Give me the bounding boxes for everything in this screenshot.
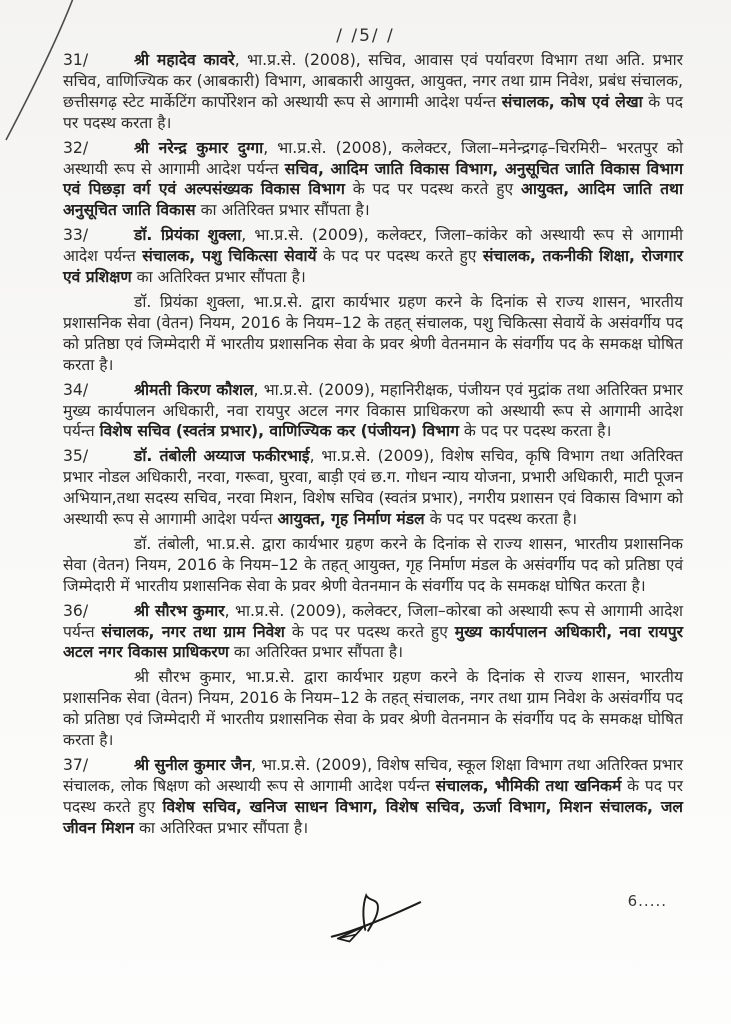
item-number: 34/ <box>63 380 89 399</box>
text-run: , भा.प्र.से. (2009), कलेक्टर, जिला–कांकेर को अस्थायी रूप से आगामी आदेश पर्यन्त <box>63 226 683 266</box>
document-body <box>63 50 683 843</box>
text-run: विशेष सचिव, खनिज साधन विभाग, विशेष सचिव, ऊर्जा विभाग, मिशन संचालक, जल जीवन मिशन <box>63 797 683 837</box>
text-run: आयुक्त, आदिम जाति तथा अनुसूचित जाति विकास <box>63 180 683 220</box>
text-run: आयुक्त, गृह निर्माण मंडल <box>277 510 425 529</box>
order-item-paragraph <box>63 601 683 664</box>
item-number: 33/ <box>63 226 89 245</box>
text-run: श्रीमती किरण कौशल <box>134 380 254 399</box>
text-run: सचिव, आदिम जाति विकास विभाग, अनुसूचित जाति विकास विभाग एवं पिछड़ा वर्ग एवं अल्पसंख्यक विकास विभाग <box>63 159 683 199</box>
text-run: डॉ. तंबोली, भा.प्र.से. द्वारा कार्यभार ग्रहण करने के दिनांक से राज्य शासन, भारतीय प्रशासनिक सेवा (वेतन) नियम, 2016 के नियम–12 के तहत् आयुक्त, गृह निर्माण मंडल के असंवर्गीय पद को प्रतिष्ठा एवं जिम्मेदारी में भारतीय प्रशासनिक सेवा के प्रवर श्रेणी वेतनमान के संवर्गीय पद के समकक्ष घोषित करता है। <box>63 534 683 595</box>
text-run: संचालक, तकनीकी शिक्षा, रोजगार एवं प्रशिक्षण <box>63 247 683 287</box>
order-item-paragraph <box>63 138 683 222</box>
item-number: 37/ <box>63 756 89 774</box>
text-run: का अतिरिक्त प्रभार सौंपता है। <box>228 643 404 662</box>
order-item-paragraph <box>63 755 683 839</box>
order-item-paragraph <box>63 380 683 443</box>
text-run: के पद पर पदस्थ करते हुए <box>284 622 455 641</box>
text-run: के पद पर पदस्थ करते हुए <box>63 776 684 816</box>
text-run: डॉ. तंबोली अय्याज फकीरभाई <box>134 447 310 466</box>
text-run: संचालक, नगर तथा ग्राम निवेश <box>101 622 285 641</box>
text-run: के पद पर पदस्थ करता है। <box>458 422 612 441</box>
text-run: के पद पर पदस्थ करता है। <box>424 510 578 529</box>
order-item-paragraph <box>63 446 683 530</box>
text-run: , भा.प्र.से. (2008), सचिव, आवास एवं पर्यावरण विभाग तथा अति. प्रभार सचिव, वाणिज्यिक कर (आबकारी) विभाग, आबकारी आयुक्त, आयुक्त, नगर तथा ग्राम निवेश, प्रबंध संचालक, छत्तीसगढ़ स्टेट मार्केटिंग कार्पोरेशन को अस्थायी रूप से आगामी आदेश पर्यन्त <box>63 51 683 111</box>
text-run: संचालक, भौमिकी तथा खनिकर्म <box>435 776 622 795</box>
page-number-marker: / /5/ / <box>336 26 395 46</box>
text-run: संचालक, कोष एवं लेखा <box>501 92 643 111</box>
text-run: , भा.प्र.से. (2009), महानिरीक्षक, पंजीयन एवं मुद्रांक तथा अतिरिक्त प्रभार मुख्य कार्यपालन अधिकारी, नवा रायपुर अटल नगर विकास प्राधिकरण को अस्थायी रूप से आगामी आदेश पर्यन्त <box>63 380 683 441</box>
text-run: का अतिरिक्त प्रभार सौंपता है। <box>131 268 306 287</box>
declaration-paragraph <box>63 667 683 751</box>
item-number: 31/ <box>63 51 89 69</box>
text-run: श्री नरेन्द्र कुमार दुग्गा <box>134 138 264 157</box>
text-run: श्री सौरभ कुमार, भा.प्र.से. द्वारा कार्यभार ग्रहण करने के दिनांक से राज्य शासन, भारतीय प्रशासनिक सेवा (वेतन) नियम, 2016 के नियम–12 के तहत् संचालक, नगर तथा ग्राम निवेश के असंवर्गीय पद को प्रतिष्ठा एवं जिम्मेदारी में भारतीय प्रशासनिक सेवा के प्रवर श्रेणी वेतनमान के संवर्गीय पद के समकक्ष घोषित करता है। <box>63 668 683 750</box>
text-run: विशेष सचिव (स्वतंत्र प्रभार), वाणिज्यिक कर (पंजीयन) विभाग <box>99 422 459 441</box>
text-run: डॉ. प्रियंका शुक्ला, भा.प्र.से. द्वारा कार्यभार ग्रहण करने के दिनांक से राज्य शासन, भारतीय प्रशासनिक सेवा (वेतन) नियम, 2016 के नियम–12 के तहत् संचालक, पशु चिकित्सा सेवायें के असंवर्गीय पद को प्रतिष्ठा एवं जिम्मेदारी में भारतीय प्रशासनिक सेवा के प्रवर श्रेणी वेतनमान के संवर्गीय पद के समकक्ष घोषित करता है। <box>63 292 683 374</box>
text-run: के पद पर पदस्थ करता है। <box>63 92 683 132</box>
text-run: , भा.प्र.से. (2009), कलेक्टर, जिला–कोरबा को अस्थायी रूप से आगामी आदेश पर्यन्त <box>63 601 684 641</box>
order-item-paragraph <box>63 50 683 134</box>
text-run: के पद पर पदस्थ करते हुए <box>316 247 483 266</box>
text-run: श्री सुनील कुमार जैन <box>134 756 252 774</box>
item-number: 32/ <box>63 138 89 157</box>
text-run: का अतिरिक्त प्रभार सौंपता है। <box>195 201 370 220</box>
text-run: , भा.प्र.से. (2009), विशेष सचिव, कृषि विभाग तथा अतिरिक्त प्रभार नोडल अधिकारी, नरवा, गरूवा, घुरवा, बाड़ी एवं छ.ग. गोधन न्याय योजना, प्रभारी अधिकारी, माटी पूजन अभियान,तथा सदस्य सचिव, नरवा मिशन, विशेष सचिव (स्वतंत्र प्रभार), नगरीय प्रशासन एवं विकास विभाग को अस्थायी रूप से आगामी आदेश पर्यन्त <box>63 447 683 529</box>
text-run: के पद पर पदस्थ करते हुए <box>344 180 521 199</box>
declaration-paragraph <box>63 292 683 376</box>
item-number: 35/ <box>63 447 89 466</box>
text-run: श्री सौरभ कुमार <box>134 601 225 620</box>
text-run: मुख्य कार्यपालन अधिकारी, नवा रायपुर अटल नगर विकास प्राधिकरण <box>63 622 683 662</box>
text-run: , भा.प्र.से. (2008), कलेक्टर, जिला–मनेन्द्रगढ़–चिरमिरी– भरतपुर को अस्थायी रूप से आगामी आदेश पर्यन्त <box>63 138 684 178</box>
text-run: श्री महादेव कावरे <box>134 51 235 69</box>
text-run: , भा.प्र.से. (2009), विशेष सचिव, स्कूल शिक्षा विभाग तथा अतिरिक्त प्रभार संचालक, लोक षिक्षण को अस्थायी रूप से आगामी आदेश पर्यन्त <box>63 756 683 795</box>
text-run: का अतिरिक्त प्रभार सौंपता है। <box>134 818 309 837</box>
declaration-paragraph <box>63 534 683 597</box>
signature-mark-icon <box>326 886 424 950</box>
item-number: 36/ <box>63 601 89 620</box>
next-page-indicator: 6..... <box>627 892 667 910</box>
text-run: संचालक, पशु चिकित्सा सेवायें <box>142 247 317 266</box>
order-item-paragraph <box>63 225 683 288</box>
text-run: डॉ. प्रियंका शुक्ला <box>134 226 242 245</box>
